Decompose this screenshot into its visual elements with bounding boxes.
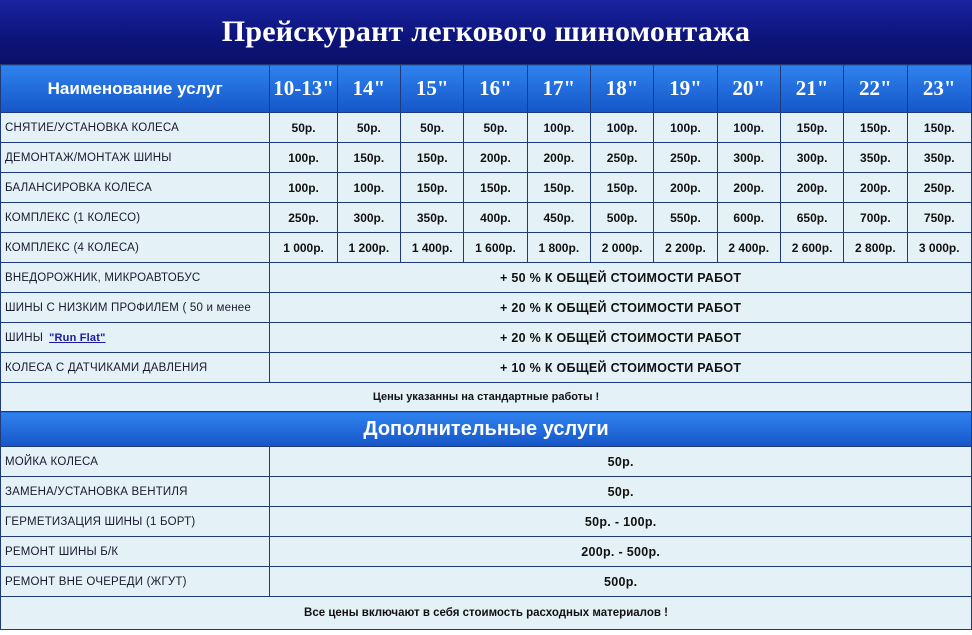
- title-bar: [0, 0, 972, 64]
- price-cell: 150р.: [401, 143, 464, 173]
- price-cell: 2 800р.: [844, 233, 907, 263]
- price-cell: 2 400р.: [717, 233, 780, 263]
- price-cell: 300р.: [337, 203, 400, 233]
- price-cell: 100р.: [590, 113, 653, 143]
- wheel-size-header: 21": [780, 65, 843, 113]
- price-cell: 1 800р.: [527, 233, 590, 263]
- price-cell: 550р.: [654, 203, 717, 233]
- price-cell: 350р.: [907, 143, 971, 173]
- surcharge-row: [1, 353, 972, 383]
- price-cell: 250р.: [270, 203, 337, 233]
- price-cell: 450р.: [527, 203, 590, 233]
- additional-service-row: [1, 507, 972, 537]
- wheel-size-header: 17": [527, 65, 590, 113]
- surcharge-value: + 20 % К ОБЩЕЙ СТОИМОСТИ РАБОТ: [270, 323, 972, 353]
- price-cell: 100р.: [270, 143, 337, 173]
- price-cell: 150р.: [780, 113, 843, 143]
- service-row: [1, 233, 972, 263]
- surcharge-name-cell: [1, 323, 270, 353]
- price-cell: 50р.: [401, 113, 464, 143]
- service-row: [1, 143, 972, 173]
- surcharge-value: + 50 % К ОБЩЕЙ СТОИМОСТИ РАБОТ: [270, 263, 972, 293]
- wheel-size-header: 19": [654, 65, 717, 113]
- price-cell: 100р.: [717, 113, 780, 143]
- wheel-size-header: 14": [337, 65, 400, 113]
- wheel-size-header: 20": [717, 65, 780, 113]
- price-table: [0, 64, 972, 630]
- surcharge-name-cell: [1, 353, 270, 383]
- price-cell: 150р.: [401, 173, 464, 203]
- price-cell: 2 600р.: [780, 233, 843, 263]
- price-cell: 50р.: [464, 113, 527, 143]
- additional-service-name: ЗАМЕНА/УСТАНОВКА ВЕНТИЛЯ: [1, 477, 270, 507]
- surcharge-row: [1, 323, 972, 353]
- additional-service-name: РЕМОНТ ВНЕ ОЧЕРЕДИ (ЖГУТ): [1, 567, 270, 597]
- price-cell: 500р.: [590, 203, 653, 233]
- price-cell: 200р.: [844, 173, 907, 203]
- price-cell: 1 000р.: [270, 233, 337, 263]
- wheel-size-header: 10-13": [270, 65, 337, 113]
- standard-work-note-row: [1, 383, 972, 412]
- price-cell: 400р.: [464, 203, 527, 233]
- additional-service-row: [1, 477, 972, 507]
- additional-service-price: 500р.: [270, 567, 972, 597]
- additional-service-name: РЕМОНТ ШИНЫ Б/К: [1, 537, 270, 567]
- price-cell: 250р.: [907, 173, 971, 203]
- price-cell: 150р.: [907, 113, 971, 143]
- additional-service-name: МОЙКА КОЛЕСА: [1, 447, 270, 477]
- price-cell: 200р.: [717, 173, 780, 203]
- surcharge-name: ШИНЫ: [5, 331, 44, 344]
- additional-services-header-row: [1, 412, 972, 447]
- surcharge-value: + 20 % К ОБЩЕЙ СТОИМОСТИ РАБОТ: [270, 293, 972, 323]
- surcharge-value: + 10 % К ОБЩЕЙ СТОИМОСТИ РАБОТ: [270, 353, 972, 383]
- additional-service-price: 50р.: [270, 477, 972, 507]
- price-cell: 250р.: [654, 143, 717, 173]
- additional-service-row: [1, 567, 972, 597]
- price-cell: 750р.: [907, 203, 971, 233]
- standard-work-note: Цены указанны на стандартные работы !: [1, 383, 972, 412]
- additional-service-row: [1, 447, 972, 477]
- price-cell: 700р.: [844, 203, 907, 233]
- size-header-row: [1, 65, 972, 113]
- footer-row: [1, 597, 972, 630]
- surcharge-name: КОЛЕСА С ДАТЧИКАМИ ДАВЛЕНИЯ: [5, 361, 208, 374]
- surcharge-row: [1, 293, 972, 323]
- wheel-size-header: 22": [844, 65, 907, 113]
- materials-included-note: Все цены включают в себя стоимость расходных материалов !: [1, 597, 972, 630]
- price-cell: 100р.: [270, 173, 337, 203]
- price-cell: 1 400р.: [401, 233, 464, 263]
- service-row: [1, 203, 972, 233]
- price-cell: 200р.: [464, 143, 527, 173]
- price-cell: 300р.: [717, 143, 780, 173]
- service-name: СНЯТИЕ/УСТАНОВКА КОЛЕСА: [1, 113, 270, 143]
- page-title: Прейскурант легкового шиномонтажа: [221, 15, 751, 48]
- price-cell: 300р.: [780, 143, 843, 173]
- service-column-header: Наименование услуг: [1, 65, 270, 113]
- service-row: [1, 173, 972, 203]
- service-name: БАЛАНСИРОВКА КОЛЕСА: [1, 173, 270, 203]
- price-cell: 50р.: [270, 113, 337, 143]
- price-cell: 3 000р.: [907, 233, 971, 263]
- price-cell: 600р.: [717, 203, 780, 233]
- surcharge-name-cell: [1, 263, 270, 293]
- additional-service-price: 200р. - 500р.: [270, 537, 972, 567]
- price-cell: 150р.: [844, 113, 907, 143]
- price-cell: 250р.: [590, 143, 653, 173]
- wheel-size-header: 18": [590, 65, 653, 113]
- service-name: ДЕМОНТАЖ/МОНТАЖ ШИНЫ: [1, 143, 270, 173]
- price-cell: 350р.: [844, 143, 907, 173]
- price-cell: 1 600р.: [464, 233, 527, 263]
- additional-service-price: 50р. - 100р.: [270, 507, 972, 537]
- surcharge-name-cell: [1, 293, 270, 323]
- price-cell: 150р.: [337, 143, 400, 173]
- price-cell: 150р.: [464, 173, 527, 203]
- service-row: [1, 113, 972, 143]
- price-cell: 2 000р.: [590, 233, 653, 263]
- price-cell: 150р.: [527, 173, 590, 203]
- surcharge-name: ШИНЫ С НИЗКИМ ПРОФИЛЕМ ( 50 и менее: [5, 301, 251, 314]
- service-name: КОМПЛЕКС (4 КОЛЕСА): [1, 233, 270, 263]
- service-name: КОМПЛЕКС (1 КОЛЕСО): [1, 203, 270, 233]
- price-cell: 50р.: [337, 113, 400, 143]
- price-cell: 200р.: [654, 173, 717, 203]
- surcharge-row: [1, 263, 972, 293]
- wheel-size-header: 16": [464, 65, 527, 113]
- wheel-size-header: 23": [907, 65, 971, 113]
- price-cell: 100р.: [527, 113, 590, 143]
- price-cell: 650р.: [780, 203, 843, 233]
- wheel-size-header: 15": [401, 65, 464, 113]
- price-cell: 350р.: [401, 203, 464, 233]
- price-cell: 2 200р.: [654, 233, 717, 263]
- additional-service-row: [1, 537, 972, 567]
- additional-service-price: 50р.: [270, 447, 972, 477]
- price-cell: 150р.: [590, 173, 653, 203]
- run-flat-label: "Run Flat": [49, 331, 106, 344]
- additional-service-name: ГЕРМЕТИЗАЦИЯ ШИНЫ (1 БОРТ): [1, 507, 270, 537]
- price-cell: 100р.: [337, 173, 400, 203]
- price-cell: 200р.: [527, 143, 590, 173]
- price-cell: 200р.: [780, 173, 843, 203]
- price-cell: 100р.: [654, 113, 717, 143]
- additional-services-title: Дополнительные услуги: [1, 412, 972, 447]
- price-cell: 1 200р.: [337, 233, 400, 263]
- surcharge-name: ВНЕДОРОЖНИК, МИКРОАВТОБУС: [5, 271, 201, 284]
